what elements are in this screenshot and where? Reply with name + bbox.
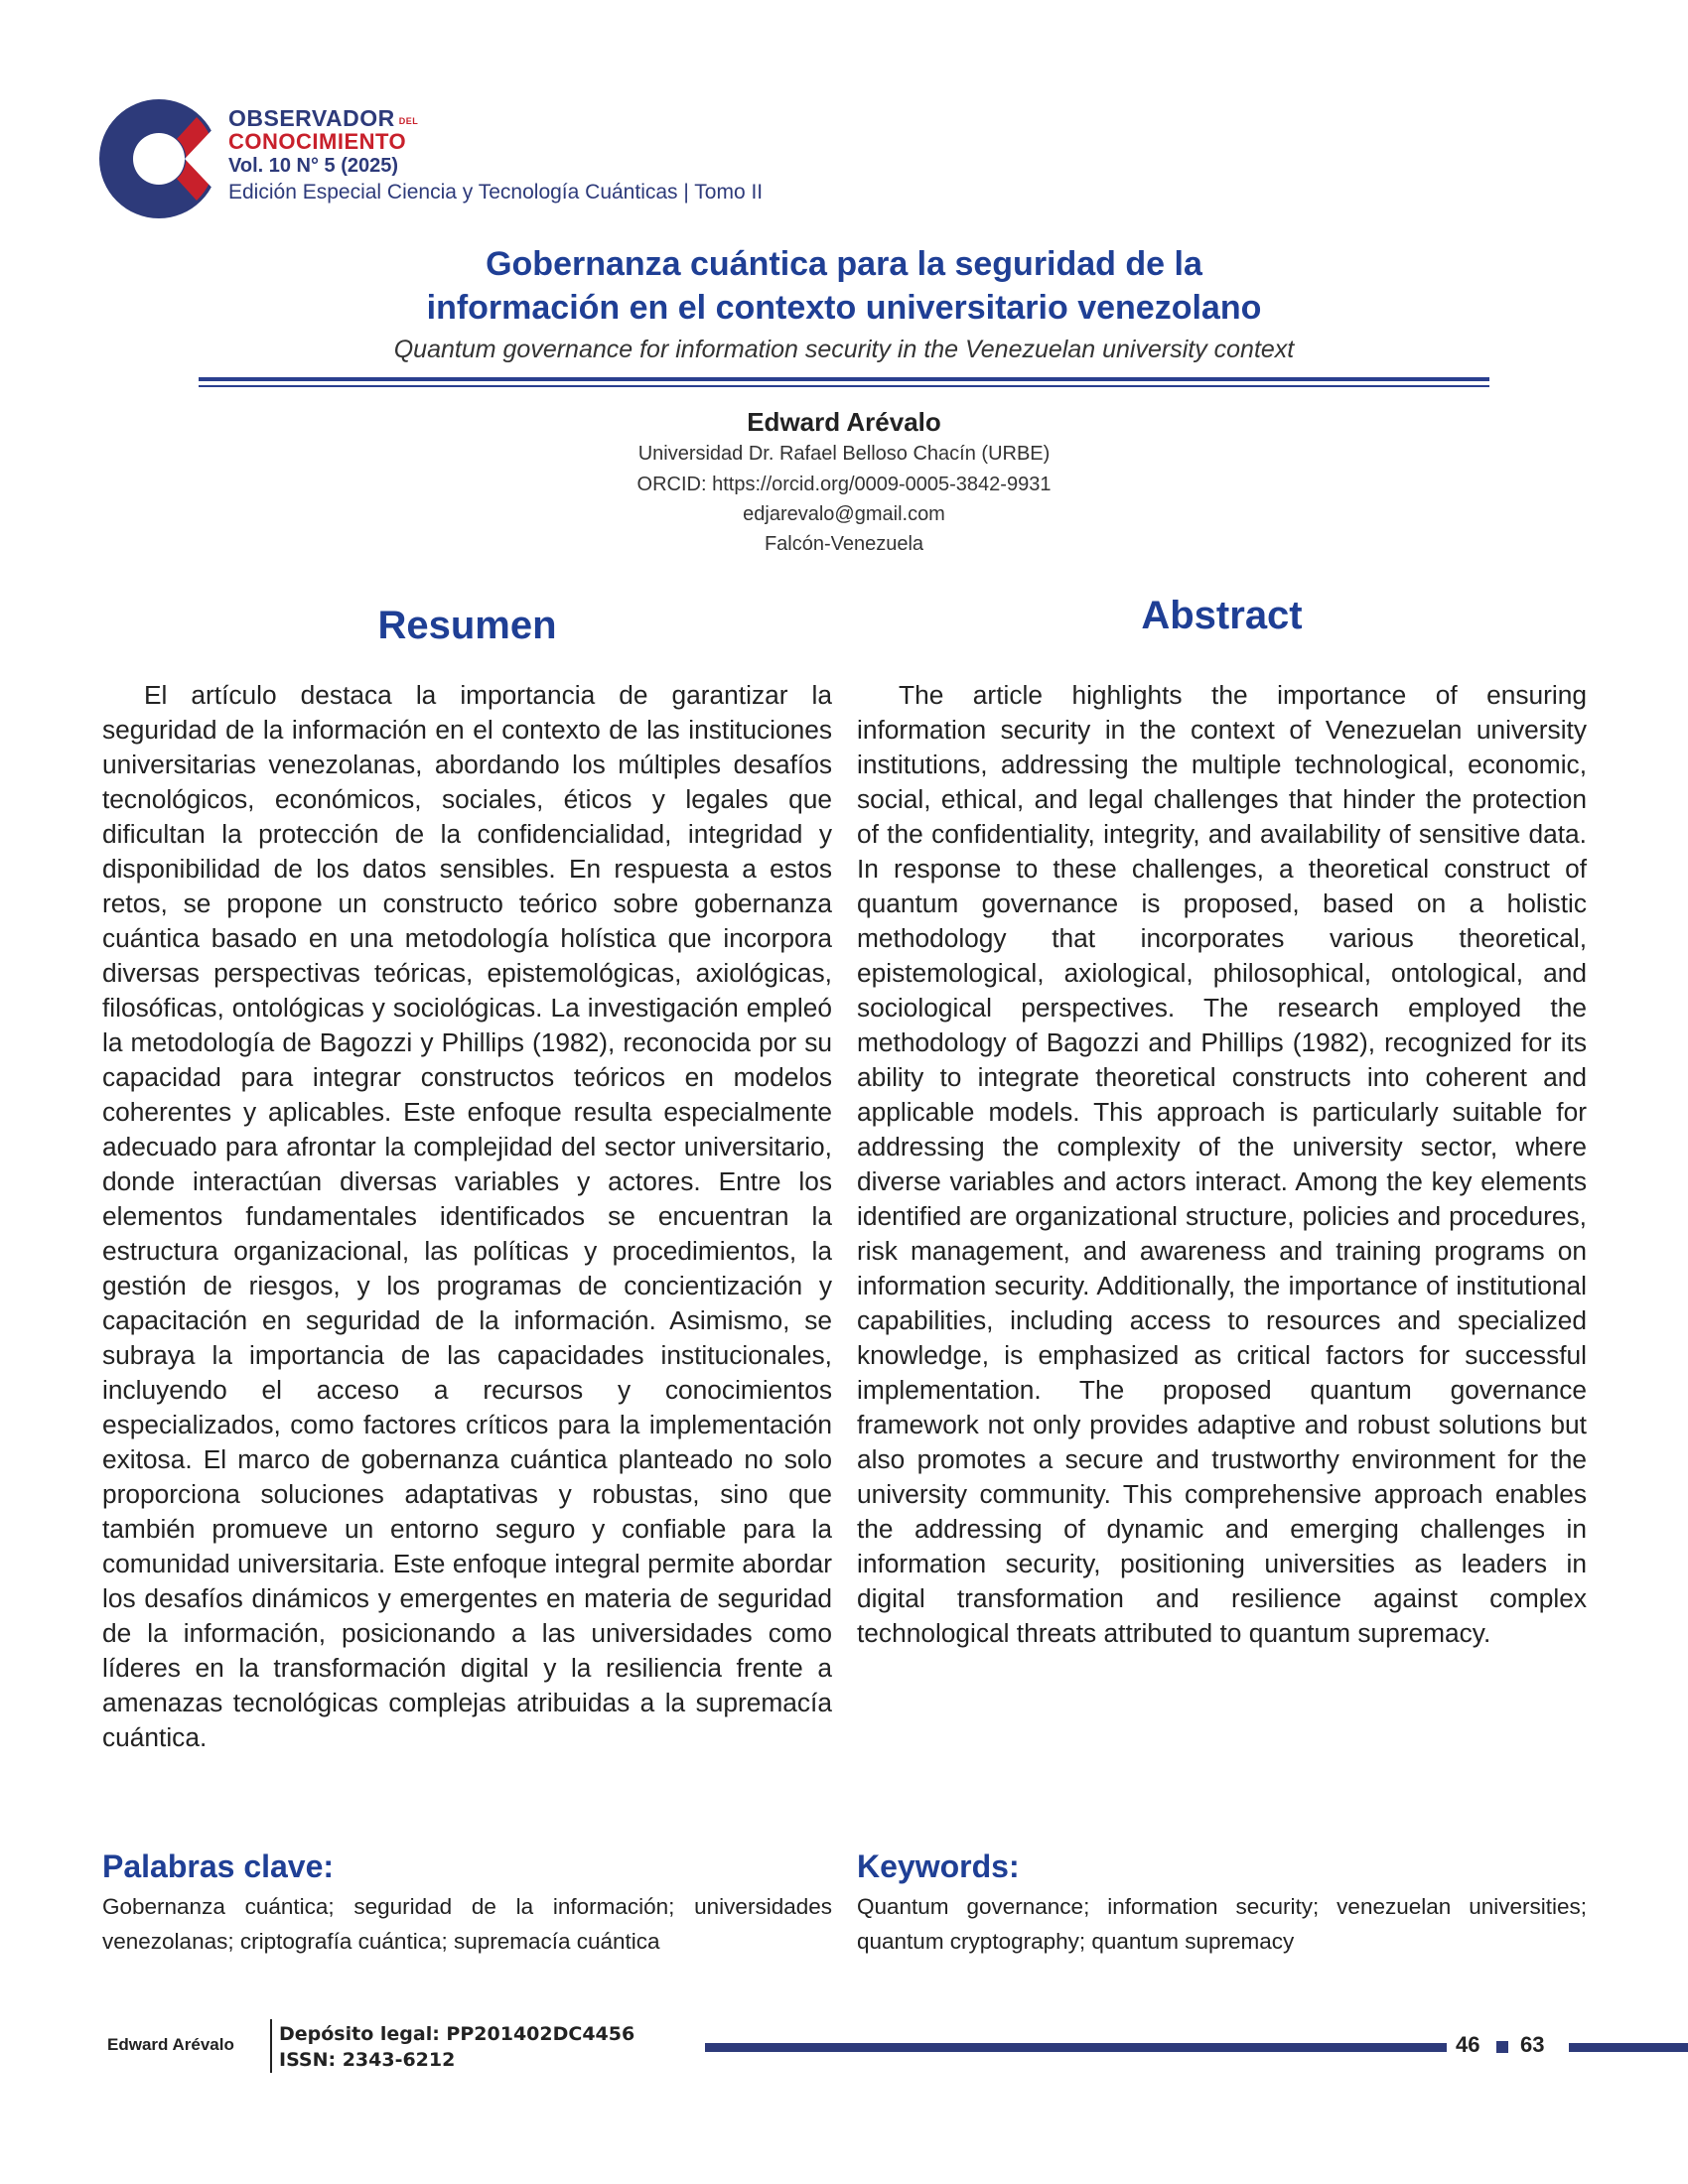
- keywords-es-text: Gobernanza cuántica; seguridad de la información; universidades venezolanas; criptografía cuántica; supremacía cuántica: [102, 1894, 832, 1954]
- edition-info: Edición Especial Ciencia y Tecnología Cuánticas | Tomo II: [228, 181, 764, 204]
- article-subtitle: Quantum governance for information security in the Venezuelan university context: [393, 336, 1295, 363]
- article-title: [199, 242, 1489, 330]
- author-location: Falcón-Venezuela: [764, 533, 924, 555]
- brand-wordmark: [228, 107, 418, 153]
- footer-divider: [270, 2019, 272, 2073]
- resumen-text: El artículo destaca la importancia de garantizar la seguridad de la información en el contexto de las instituciones universitarias venezolanas, abordando los múltiples desafíos tecnológicos, económicos, sociales, éticos y legales que dificultan la protección de la confidencialidad, integridad y disponibilidad de los datos sensibles. En respuesta a estos retos, se propone un constructo teórico sobre gobernanza cuántica basado en una metodología holística que incorpora diversas perspectivas teóricas, epistemológicas, axiológicas, filosóficas, ontológicas y sociológicas. La investigación empleó la metodología de Bagozzi y Phillips (1982), reconocida por su capacidad para integrar constructos teóricos en modelos coherentes y aplicables. Este enfoque resulta especialmente adecuado para afrontar la complejidad del sector universitario, donde interactúan diversas variables y actores. Entre los elementos fundamentales identificados se encuentran la estructura organizacional, las políticas y procedimientos, la gestión de riesgos, y los programas de concientización y capacitación en seguridad de la información. Asimismo, se subraya la importancia de las capacidades institucionales, incluyendo el acceso a recursos y conocimientos especializados, como factores críticos para la implementación exitosa. El marco de gobernanza cuántica planteado no solo proporciona soluciones adaptativas y robustas, sino que también promueve un entorno seguro y confiable para la comunidad universitaria. Este enfoque integral permite abordar los desafíos dinámicos y emergentes en materia de seguridad de la información, posicionando a las universidades como líderes en la transformación digital y la resiliencia frente a amenazas tecnológicas complejas atribuidas a la supremacía cuántica.: [102, 680, 832, 1752]
- brand-line-1: OBSERVADOR DEL: [228, 105, 419, 131]
- logo-inner-circle: [133, 133, 185, 185]
- brand-del: DEL: [398, 116, 419, 126]
- volume-info: Vol. 10 N° 5 (2025): [228, 155, 399, 177]
- footer-issn: ISSN: 2343-6212: [279, 2049, 456, 2071]
- abstract-heading: Abstract: [1141, 594, 1303, 637]
- footer-deposito: Depósito legal: PP201402DC4456: [279, 2023, 635, 2045]
- footer-author: Edward Arévalo: [107, 2035, 234, 2054]
- footer-bar-left: [705, 2043, 1447, 2052]
- journal-logo: [99, 99, 218, 218]
- title-divider-thick: [199, 377, 1489, 381]
- author-name: Edward Arévalo: [747, 407, 941, 437]
- keywords-en-text: Quantum governance; information security; venezuelan universities; quantum cryptography; quantum supremacy: [857, 1894, 1587, 1954]
- author-email: edjarevalo@gmail.com: [743, 503, 945, 525]
- total-pages: 63: [1520, 2032, 1545, 2057]
- title-divider-thin: [199, 385, 1489, 387]
- page-number: 46: [1456, 2032, 1480, 2057]
- title-line-1: Gobernanza cuántica para la seguridad de la: [486, 245, 1202, 283]
- keywords-es-heading: Palabras clave:: [102, 1848, 335, 1884]
- keywords-en-heading: Keywords:: [857, 1848, 1020, 1884]
- title-line-2: información en el contexto universitario venezolano: [426, 289, 1262, 327]
- resumen-heading: Resumen: [377, 604, 557, 647]
- page-separator-square: [1496, 2041, 1508, 2053]
- author-orcid: ORCID: https://orcid.org/0009-0005-3842-9931: [636, 474, 1052, 495]
- author-affiliation: Universidad Dr. Rafael Belloso Chacín (URBE): [637, 443, 1051, 465]
- footer-bar-right: [1569, 2043, 1688, 2052]
- abstract-text: The article highlights the importance of ensuring information security in the context of Venezuelan university institutions, addressing the multiple technological, economic, social, ethical, and legal challenges that hinder the protection of the confidentiality, integrity, and availability of sensitive data. In response to these challenges, a theoretical construct of quantum governance is proposed, based on a holistic methodology that incorporates various theoretical, epistemological, axiological, philosophical, ontological, and sociological perspectives. The research employed the methodology of Bagozzi and Phillips (1982), recognized for its ability to integrate theoretical constructs into coherent and applicable models. This approach is particularly suitable for addressing the complexity of the university sector, where diverse variables and actors interact. Among the key elements identified are organizational structure, policies and procedures, risk management, and awareness and training programs on information security. Additionally, the importance of institutional capabilities, including access to resources and specialized knowledge, is emphasized as critical factors for successful implementation. The proposed quantum governance framework not only provides adaptive and robust solutions but also promotes a secure and trustworthy environment for the university community. This comprehensive approach enables the addressing of dynamic and emerging challenges in information security, positioning universities as leaders in digital transformation and resilience against complex technological threats attributed to quantum supremacy.: [857, 680, 1587, 1648]
- brand-line-2: CONOCIMIENTO: [228, 129, 407, 154]
